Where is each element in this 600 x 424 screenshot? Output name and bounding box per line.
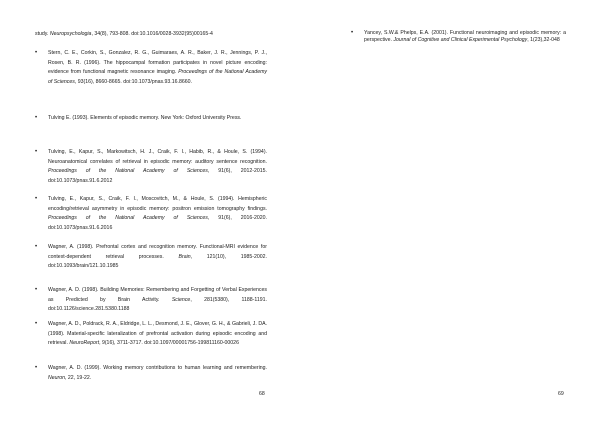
reference-entry: • Tulving, E., Kapur, S., Markowitsch, H. J., Craik, F. I., Habib, R., & Houle, S. (1994). Neuroanatomical correlates of retrieval in episodic memory: auditory sentence recognition. Proceedings of the National Academy of Sciences, 91(6), 2012-2015. doi:10.1073/pnas.91.6.2012	[35, 149, 267, 184]
bullet-marker: •	[35, 365, 38, 371]
reference-entry: • Yancey, S.W.& Phelps, E.A. (2001). Functional neuroimaging and episodic memory: a perspective. Journal of Cognitive and Clinical Experimental Psychology, 1(23),32-048	[351, 30, 566, 43]
bullet-marker: •	[35, 244, 38, 250]
bullet-marker: •	[35, 115, 38, 121]
reference-entry: • Wagner, A. D. (1998). Building Memories: Remembering and Forgetting of Verbal Experiences as Predicted by Brain Activity. Science, 281(5380), 1188-1191. doi:10.1126/science.281.5380.1188	[35, 287, 267, 313]
reference-entry: • Wagner, A. D., Poldrack, R. A., Eldridge, L. L., Desmond, J. E., Glover, G. H., & Gabrieli, J. DA. (1998). Material-specific lateralization of prefrontal activation during episodic encoding and retrieval. NeuroReport, 9(16), 3711-3717. doi:10.1097/00001756-199811160-00026	[35, 321, 267, 347]
bullet-marker: •	[351, 30, 354, 36]
reference-entry: • Tulving E. (1993). Elements of episodic memory. New York: Oxford University Press.	[35, 114, 267, 124]
bullet-marker: •	[35, 321, 38, 327]
page-number: 69	[558, 391, 564, 397]
right-page	[300, 0, 600, 424]
bullet-marker: •	[35, 149, 38, 155]
reference-entry: • Wagner, A. (1998). Prefrontal cortex and recognition memory. Functional-MRI evidence for context-dependent retrieval processes. Brain, 121(10), 1985-2002. doi:10.1093/brain/121.10.1985	[35, 244, 267, 270]
bullet-marker: •	[35, 287, 38, 293]
reference-entry: • Wagner, A. D. (1999). Working memory contributions to human learning and remembering. Neuron, 22, 19-22.	[35, 365, 267, 381]
page-number: 68	[259, 391, 265, 397]
bullet-marker: •	[35, 50, 38, 56]
reference-entry-continuation: study. Neuropsychologia, 34(8), 793-808. doi:10.1016/0028-3932(95)00165-4	[35, 31, 213, 37]
bullet-marker: •	[35, 196, 38, 202]
reference-entry: • Stern, C. E., Corkin, S., Gonzalez, R. G., Guimaraes, A. R., Baker, J. R., Jennings, P. J., Rosen, B. R. (1996). The hippocampal formation participates in novel picture encoding: evidence from functional magnetic resonance imaging. Proceedings of the National Academy of Sciences, 93(16), 8660-8665. doi:10.1073/pnas.93.16.8660.	[35, 50, 267, 85]
reference-entry: • Tulving, E., Kapur, S., Craik, F. I., Moscovitch, M., & Houle, S. (1994). Hemispheric encoding/retrieval asymmetry in episodic memory: positron emission tomography findings. Proceedings of the National Academy of Sciences, 91(6), 2016-2020. doi:10.1073/pnas.91.6.2016	[35, 196, 267, 231]
